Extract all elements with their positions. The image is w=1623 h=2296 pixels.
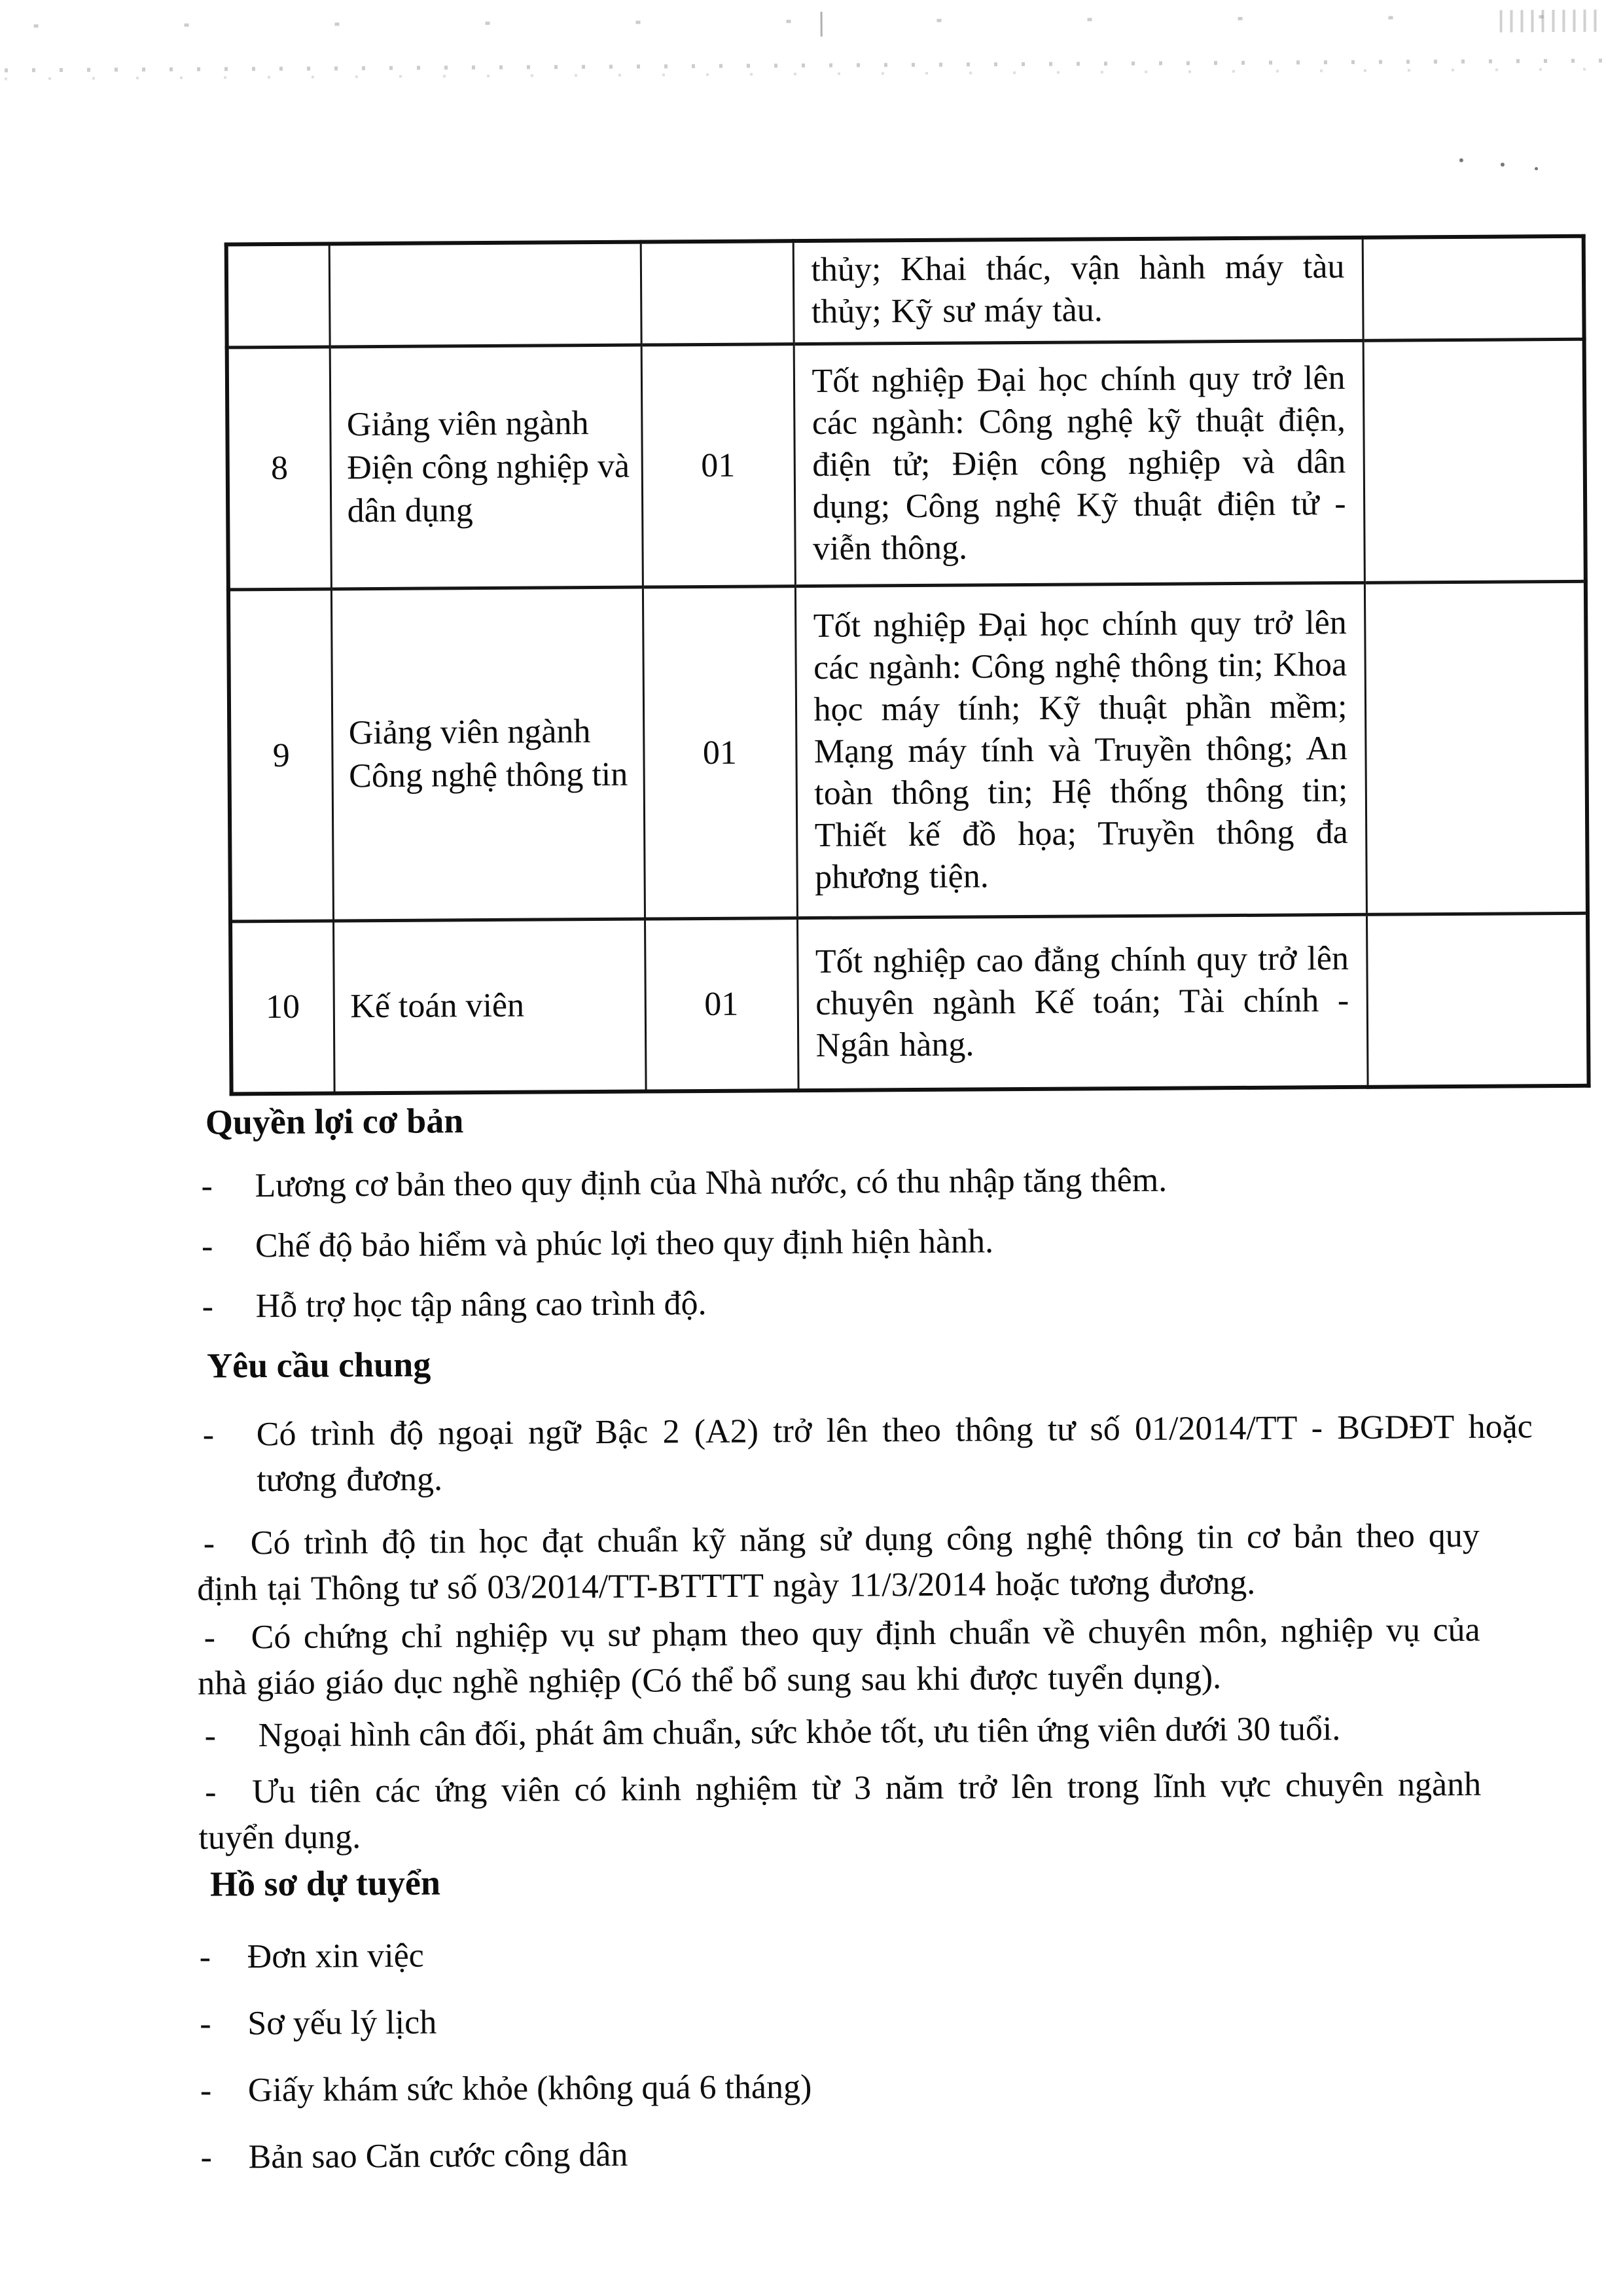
bullet-dash: - — [200, 2005, 211, 2043]
cell-requirements: Tốt nghiệp Đại học chính quy trở lên các ngành: Công nghệ kỹ thuật điện, điện tử; Điện công nghiệp và dân dụng; Công nghệ Kỹ thuật điện tử - viễn thông. — [794, 340, 1364, 586]
cell-position: Kế toán viên — [333, 919, 646, 1093]
bullet-dash: - — [200, 2072, 212, 2109]
requirement-item — [203, 1404, 1533, 1503]
cell-quantity — [641, 241, 794, 345]
bullet-dash: - — [203, 1524, 215, 1562]
cell-notes — [1363, 339, 1586, 583]
benefit-item-text: Lương cơ bản theo quy định của Nhà nước, có thu nhập tăng thêm. — [255, 1161, 1168, 1205]
cell-notes — [1363, 236, 1584, 341]
document-item — [200, 2126, 1530, 2180]
cell-stt — [226, 243, 330, 347]
cell-requirements: Tốt nghiệp Đại học chính quy trở lên các ngành: Công nghệ thông tin; Khoa học máy tính; Kỹ thuật phần mềm; Mạng máy tính và Truyền thông; An toàn thông tin; Hệ thống thông tin; Thiết kế đồ họa; Truyền thông đa phương tiện. — [795, 583, 1366, 918]
scan-noise-band — [5, 68, 1608, 81]
bullet-dash: - — [202, 1416, 215, 1454]
document-item-text: Sơ yếu lý lịch — [247, 2003, 437, 2043]
benefit-item — [201, 1155, 1531, 1209]
cell-quantity: 01 — [645, 918, 798, 1091]
scan-noise-dot — [1459, 158, 1463, 162]
cell-quantity: 01 — [641, 344, 795, 587]
table-row-continuation — [226, 236, 1584, 348]
cell-stt: 10 — [230, 921, 334, 1094]
cell-requirements: Tốt nghiệp cao đẳng chính quy trở lên chuyên ngành Kế toán; Tài chính - Ngân hàng. — [797, 914, 1368, 1090]
requirement-item-text: Ưu tiên các ứng viên có kinh nghiệm từ 3 năm trở lên trong lĩnh vực chuyên ngành tuyển dụng. — [198, 1765, 1482, 1857]
cell-notes — [1364, 581, 1588, 914]
requirement-item — [204, 1705, 1534, 1759]
scan-noise-tick — [821, 12, 823, 37]
cell-position: Giảng viên ngành Công nghệ thông tin — [331, 587, 645, 921]
cell-position — [329, 242, 641, 347]
table-row-8 — [227, 339, 1586, 590]
cell-stt: 8 — [227, 347, 331, 590]
benefit-item — [202, 1276, 1531, 1329]
requirement-item-text: Có trình độ tin học đạt chuẩn kỹ năng sử dụng công nghệ thông tin cơ bản theo quy định tại Thông tư số 03/2014/TT-BTTTT ngày 11/3/2014 hoặc tương đương. — [197, 1516, 1480, 1608]
document-item-text: Bản sao Căn cước công dân — [248, 2136, 628, 2176]
bullet-dash: - — [204, 1717, 217, 1755]
requirement-item-text: Có trình độ ngoại ngữ Bậc 2 (A2) trở lên theo thông tư số 01/2014/TT - BGDĐT hoặc tương đương. — [256, 1408, 1533, 1499]
document-item-text: Đơn xin việc — [247, 1937, 424, 1976]
bullet-dash: - — [199, 1938, 211, 1976]
bullet-dash: - — [204, 1619, 216, 1657]
scan-noise-dot — [1501, 163, 1505, 167]
document-item — [199, 1926, 1529, 1980]
requirement-item — [197, 1607, 1480, 1707]
document-item-text: Giấy khám sức khỏe (không quá 6 tháng) — [247, 2068, 812, 2109]
scan-noise-band — [34, 15, 1578, 27]
section-heading-benefits: Quyền lợi cơ bản — [205, 1101, 464, 1142]
benefit-item — [202, 1215, 1531, 1269]
cell-stt: 9 — [228, 589, 333, 922]
requirement-item-text: Ngoại hình cân đối, phát âm chuẩn, sức khỏe tốt, ưu tiên ứng viên dưới 30 tuổi. — [258, 1710, 1341, 1755]
cell-notes — [1366, 913, 1589, 1086]
cell-quantity: 01 — [643, 586, 797, 919]
requirement-item-text: Có chứng chỉ nghiệp vụ sư phạm theo quy định chuẩn về chuyên môn, nghiệp vụ của nhà giáo giáo dục nghề nghiệp (Có thể bổ sung sau khi được tuyển dụng). — [197, 1611, 1480, 1702]
cell-position: Giảng viên ngành Điện công nghiệp và dân dụng — [330, 345, 643, 589]
scan-noise-smudge — [1500, 10, 1603, 33]
bullet-dash: - — [201, 1167, 213, 1205]
scan-noise-band — [5, 59, 1608, 73]
benefit-item-text: Chế độ bảo hiểm và phúc lợi theo quy định hiện hành. — [255, 1223, 994, 1265]
section-heading-requirements: Yêu cầu chung — [206, 1344, 431, 1386]
bullet-dash: - — [204, 1773, 217, 1811]
bullet-dash: - — [202, 1287, 214, 1325]
requirement-item — [198, 1762, 1482, 1861]
benefit-item-text: Hỗ trợ học tập nâng cao trình độ. — [255, 1284, 707, 1325]
section-heading-application-documents: Hồ sơ dự tuyển — [209, 1863, 441, 1904]
document-item — [200, 2060, 1530, 2113]
bullet-dash: - — [201, 1227, 213, 1265]
document-item — [200, 1993, 1529, 2047]
recruitment-positions-table — [224, 234, 1591, 1096]
table-row-10 — [230, 913, 1589, 1094]
bullet-dash: - — [200, 2138, 213, 2176]
scan-noise-dot — [1535, 167, 1538, 170]
requirement-item — [197, 1513, 1480, 1613]
cell-requirements: thủy; Khai thác, vận hành máy tàu thủy; Kỹ sư máy tàu. — [793, 238, 1363, 344]
table-row-9 — [228, 581, 1588, 922]
